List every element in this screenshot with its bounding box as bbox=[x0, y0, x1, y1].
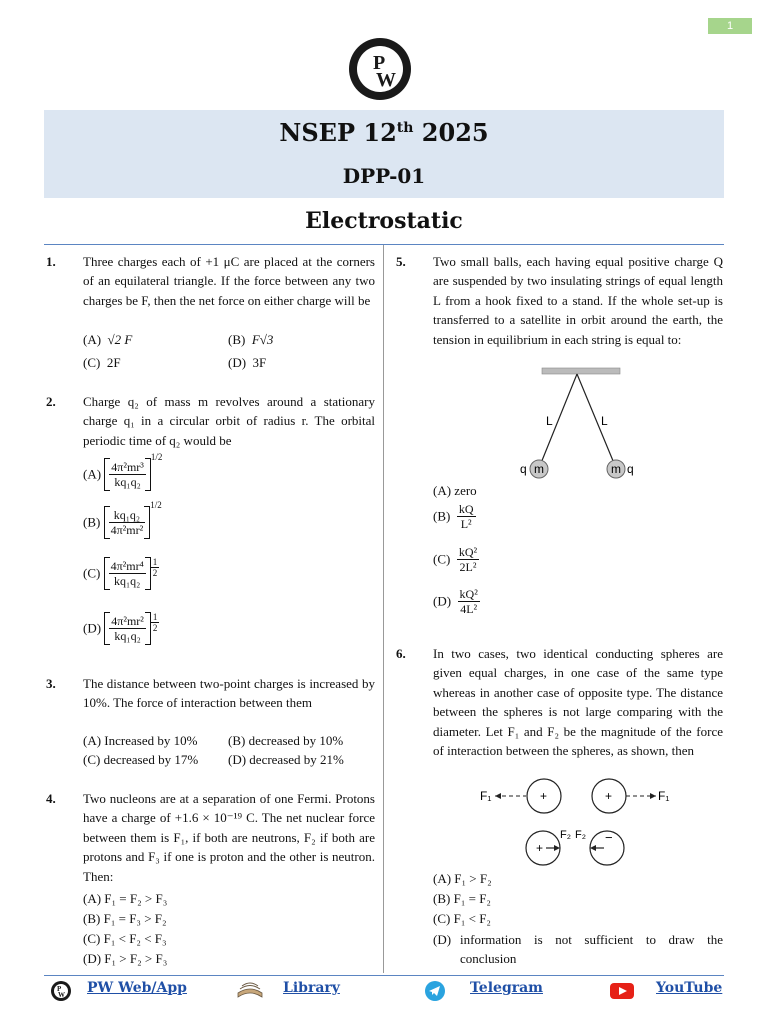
youtube-icon bbox=[610, 982, 634, 1000]
numerator: 4π²mr⁴ bbox=[110, 559, 144, 573]
option-d bbox=[83, 951, 167, 967]
page-subtitle: DPP-01 bbox=[342, 164, 426, 188]
option-value: F₁ = F₂ bbox=[453, 891, 491, 906]
option-a bbox=[433, 483, 477, 499]
bracket-expression bbox=[104, 506, 151, 539]
label-F2-left: F₂ bbox=[560, 829, 571, 841]
topic-heading: Electrostatic bbox=[305, 208, 463, 234]
option-c bbox=[433, 911, 491, 927]
option-label: (A) bbox=[433, 871, 452, 886]
option-value: 2F bbox=[106, 355, 121, 370]
plus-sign: + bbox=[536, 841, 544, 855]
label-m-right: m bbox=[611, 462, 621, 476]
option-label: (B) bbox=[433, 891, 451, 906]
option-value: Increased by 10% bbox=[104, 733, 198, 748]
title-main: NSEP 12 bbox=[279, 118, 397, 147]
question-text: In two cases, two identical conducting spheres are given equal charges, in one case of the same type whereas in another case of opposite type. The distance between the spheres is not large comparing with the diameter. Let F₁ and F₂ be the magnitude of the force of interaction between the spheres, as shown, then bbox=[433, 646, 723, 759]
label-m-left: m bbox=[534, 462, 544, 476]
bracket-expression bbox=[104, 557, 151, 590]
option-c bbox=[433, 545, 479, 574]
question-number: 5. bbox=[396, 254, 406, 269]
option-label: (D) bbox=[228, 355, 247, 370]
denominator: L² bbox=[460, 517, 472, 531]
exponent-fraction bbox=[151, 557, 160, 578]
option-label: (B) bbox=[228, 733, 246, 748]
numerator: kQ² bbox=[458, 545, 478, 559]
footer-divider bbox=[44, 975, 724, 976]
label-L-right: L bbox=[601, 414, 608, 428]
option-value: F₁ > F₂ > F₃ bbox=[104, 951, 168, 966]
option-value: F₁ < F₂ < F₃ bbox=[103, 931, 167, 946]
denominator: 2 bbox=[152, 568, 158, 578]
header-band bbox=[44, 110, 724, 198]
denominator: kq₁q₂ bbox=[114, 629, 141, 643]
numerator: kQ² bbox=[459, 587, 478, 601]
question-1 bbox=[46, 252, 376, 332]
telegram-link[interactable]: Telegram bbox=[470, 980, 543, 996]
youtube-link[interactable]: YouTube bbox=[656, 980, 723, 996]
plus-sign: + bbox=[605, 789, 613, 803]
option-a bbox=[83, 733, 197, 749]
question-text: Charge q₂ of mass m revolves around a stationary charge q₁ in a circular orbit of radius r. The orbital periodic time of q₂ would be bbox=[83, 394, 375, 448]
option-label: (A) bbox=[83, 466, 102, 482]
option-d bbox=[433, 587, 480, 616]
svg-text:W: W bbox=[58, 991, 65, 999]
option-value: F₁ = F₃ > F₂ bbox=[103, 911, 167, 926]
top-divider bbox=[44, 244, 724, 245]
question-number: 2. bbox=[46, 394, 56, 409]
question-text: Three charges each of +1 μC are placed at the corners of an equilateral triangle. If the force between any two charges be F, then the net force on either charge will be bbox=[83, 254, 375, 308]
library-book-icon bbox=[236, 979, 264, 1001]
label-F2-right: F₂ bbox=[575, 829, 586, 841]
option-label: (D) bbox=[228, 752, 247, 767]
denominator: 2 bbox=[152, 623, 158, 633]
option-value: F₁ < F₂ bbox=[453, 911, 491, 926]
title-sup: th bbox=[396, 120, 414, 136]
question-text: Two nucleons are at a separation of one Fermi. Protons have a charge of +1.6 × 10⁻¹⁹ C. The net nuclear force between them is F₁, if both are neutrons, F₂ if both are protons and F₃ if one is proton and the other is neutron. Then: bbox=[83, 791, 375, 884]
numerator: 1 bbox=[152, 612, 158, 622]
option-d bbox=[228, 752, 344, 768]
option-value: 3F bbox=[252, 355, 267, 370]
option-value: F₁ = F₂ > F₃ bbox=[104, 891, 168, 906]
denominator: 4L² bbox=[460, 602, 478, 616]
option-value: F₁ > F₂ bbox=[454, 871, 492, 886]
label-F1-right: F₁ bbox=[658, 789, 670, 803]
question-5 bbox=[396, 252, 724, 362]
question-text: The distance between two-point charges is increased by 10%. The force of interaction between them bbox=[83, 676, 375, 711]
option-value: zero bbox=[454, 483, 477, 498]
option-value: decreased by 10% bbox=[248, 733, 344, 748]
option-label: (A) bbox=[83, 733, 102, 748]
denominator: kq₁q₂ bbox=[113, 574, 141, 588]
fraction bbox=[458, 587, 480, 616]
question-4 bbox=[46, 789, 376, 889]
option-label: (D) bbox=[433, 932, 452, 947]
numerator: 4π²mr² bbox=[111, 614, 144, 628]
option-c bbox=[83, 752, 198, 768]
fraction bbox=[109, 508, 146, 537]
plus-sign: + bbox=[540, 789, 548, 803]
option-label: (C) bbox=[433, 911, 451, 926]
option-label: (D) bbox=[83, 951, 102, 966]
option-label: (A) bbox=[83, 332, 102, 347]
option-b bbox=[228, 332, 273, 348]
support-bar bbox=[542, 368, 620, 374]
option-value: decreased by 17% bbox=[103, 752, 199, 767]
option-label: (C) bbox=[83, 931, 101, 946]
option-label: (B) bbox=[83, 911, 101, 926]
question-6 bbox=[396, 644, 724, 780]
pw-logo bbox=[349, 38, 411, 100]
question-number: 4. bbox=[46, 791, 56, 806]
option-label: (D) bbox=[433, 593, 452, 609]
option-b bbox=[433, 502, 476, 531]
option-label: (B) bbox=[83, 514, 101, 530]
denominator: kq₁q₂ bbox=[114, 475, 141, 489]
option-label: (D) bbox=[83, 620, 102, 636]
label-q-right: q bbox=[627, 462, 634, 476]
option-label: (B) bbox=[433, 508, 451, 524]
option-label: (A) bbox=[433, 483, 452, 498]
option-label: (B) bbox=[228, 332, 246, 347]
label-q-left: q bbox=[520, 462, 527, 476]
option-label: (C) bbox=[83, 752, 101, 767]
telegram-icon bbox=[424, 980, 446, 1002]
label-L-left: L bbox=[546, 414, 553, 428]
option-a bbox=[83, 891, 167, 907]
pw-web-app-link[interactable]: PW Web/App bbox=[87, 980, 187, 996]
option-b bbox=[433, 891, 491, 907]
denominator: 2L² bbox=[459, 560, 477, 574]
option-value: information is not sufficient to draw the conclusion bbox=[460, 932, 723, 967]
option-value: F√3 bbox=[251, 332, 274, 347]
string-left bbox=[539, 374, 577, 468]
svg-text:P: P bbox=[57, 985, 62, 993]
fraction bbox=[457, 502, 476, 531]
arrowhead-left bbox=[495, 793, 501, 799]
question-number: 1. bbox=[46, 254, 56, 269]
exponent-fraction bbox=[151, 612, 160, 633]
svg-text:W: W bbox=[376, 69, 396, 91]
option-c bbox=[83, 557, 159, 590]
title-year: 2025 bbox=[413, 118, 489, 147]
minus-sign: − bbox=[605, 830, 613, 845]
fraction bbox=[109, 559, 146, 588]
column-divider bbox=[383, 245, 384, 973]
option-d bbox=[83, 612, 159, 645]
option-b bbox=[83, 500, 162, 539]
svg-text:P: P bbox=[373, 52, 386, 74]
option-b bbox=[83, 911, 167, 927]
question-number: 6. bbox=[396, 646, 406, 661]
option-a bbox=[83, 452, 163, 491]
option-d bbox=[228, 355, 266, 371]
pendulum-figure bbox=[510, 364, 650, 484]
option-d bbox=[433, 930, 723, 970]
numerator: 4π²mr³ bbox=[111, 460, 144, 474]
numerator: kq₁q₂ bbox=[109, 508, 146, 523]
exponent: 1/2 bbox=[150, 500, 162, 510]
option-c bbox=[83, 931, 167, 947]
library-link[interactable]: Library bbox=[283, 980, 340, 996]
spheres-figure bbox=[478, 778, 688, 868]
denominator: 4π²mr² bbox=[110, 523, 144, 537]
bracket-expression bbox=[104, 458, 151, 491]
question-text: Two small balls, each having equal positive charge Q are suspended by two insulating strings of equal length L from a hook fixed to a stand. If the whole set-up is transferred to a satellite in orbit around the earth, the tension in equilibrium in each string is equal to: bbox=[433, 254, 723, 347]
page-number: 1 bbox=[708, 18, 752, 34]
fraction bbox=[109, 614, 146, 643]
string-right bbox=[577, 374, 616, 468]
question-number: 3. bbox=[46, 676, 56, 691]
option-b bbox=[228, 733, 343, 749]
label-F1-left: F₁ bbox=[480, 789, 492, 803]
exponent: 1/2 bbox=[150, 452, 163, 462]
option-value: √2 F bbox=[107, 332, 133, 347]
option-label: (C) bbox=[83, 355, 101, 370]
option-value: decreased by 21% bbox=[249, 752, 344, 767]
option-label: (C) bbox=[433, 551, 451, 567]
option-label: (A) bbox=[83, 891, 102, 906]
fraction bbox=[109, 460, 146, 489]
fraction bbox=[457, 545, 479, 574]
bracket-expression bbox=[104, 612, 151, 645]
option-a bbox=[83, 332, 132, 348]
arrowhead-right bbox=[650, 793, 656, 799]
question-3 bbox=[46, 674, 376, 734]
option-a bbox=[433, 871, 492, 887]
numerator: 1 bbox=[152, 557, 158, 567]
option-label: (C) bbox=[83, 565, 101, 581]
numerator: kQ bbox=[458, 502, 474, 516]
option-c bbox=[83, 355, 121, 371]
page-title bbox=[44, 118, 724, 147]
question-2 bbox=[46, 392, 376, 452]
pw-icon bbox=[50, 980, 72, 1002]
